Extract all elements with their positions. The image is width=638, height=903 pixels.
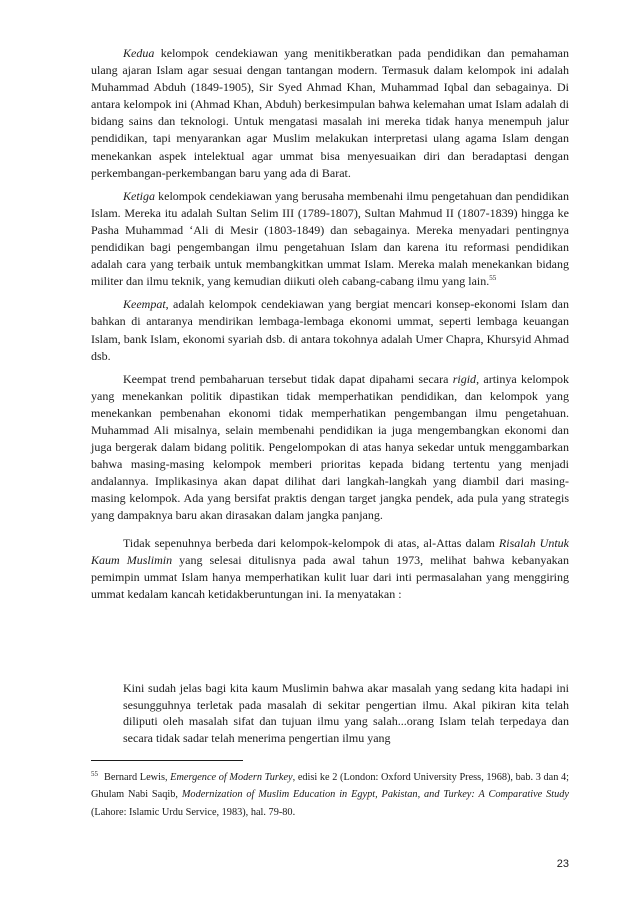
block-quote: Kini sudah jelas bagi kita kaum Muslimin bahwa akar masalah yang sedang kita hadapi ini sesungguhnya terletak pada masalah di sekitar pengertian ilmu. Akal pikiran kita telah diliputi oleh masalah sifat dan tujuan ilmu yang salah...orang Islam telah terpedaya dan secara tidak sadar telah menerima pengertian ilmu yang [123, 681, 569, 745]
paragraph-text: kelompok cendekiawan yang berusaha membenahi ilmu pengetahuan dan pendidikan Islam. Mereka itu adalah Sultan Selim III (1789-1807), Sultan Mahmud II (1807-1839) hingga ke Pasha Muhammad ‘Ali di Mesir (1803-1849) dan sebagainya. Mereka menyadari pentingnya pendidikan bagi pengembangan ilmu pengetahuan Islam dan karena itu reformasi pendidikan adalah cara yang terbaik untuk membangkitkan ummat Islam. Mereka malah menekankan bidang militer dan ilmu teknik, yang kemudian diikuti oleh cabang-cabang ilmu yang lain. [91, 188, 569, 289]
paragraph-text: , adalah kelompok cendekiawan yang bergiat mencari konsep-ekonomi Islam dan bahkan di antaranya mendirikan lembaga-lembaga ekonomi ummat, seperti lembaga keuangan Islam, bank Islam, ekonomi syariah dsb. di antara tokohnya adalah Umer Chapra, Khursyid Ahmad dsb. [91, 297, 569, 363]
footnote [91, 769, 569, 821]
paragraph-trend [91, 371, 569, 525]
paragraph-lead: Kedua [123, 46, 155, 60]
footnote-divider [91, 760, 243, 761]
emphasis-text: rigid [452, 371, 477, 386]
paragraph-text: , artinya kelompok yang menekankan politik dipastikan tidak memperhatikan pendidikan, dan kelompok yang menekankan pembenahan ekonomi tidak memperhatikan pengembangan ilmu pengetahuan. Muhammad Ali misalnya, selain membenahi pendidikan ia juga mengembangkan ekonomi dan juga bergerak dalam bidang politik. Pengelompokan di atas hanya sekedar untuk menggambarkan bahwa masing-masing kelompok memberi prioritas kepada bidang tertentu yang menjadi andalannya. Implikasinya akan dapat dilihat dari langkah-langkah yang diambil dari masing-masing kelompok. Ada yang bersifat praktis dengan target jangka pendek, ada pula yang strategis yang dampaknya baru akan dirasakan dalam jangka panjang. [91, 371, 570, 523]
footnote-text: (Lahore: Islamic Urdu Service, 1983), hal. 79-80. [91, 806, 296, 818]
book-title: Risalah Untuk Kaum Muslimin [91, 535, 569, 567]
footnote-reference[interactable]: 55 [489, 274, 497, 283]
paragraph-al-attas [91, 535, 569, 603]
paragraph-lead: Keempat [123, 297, 166, 312]
paragraph-text: kelompok cendekiawan yang menitikberatkan pada pendidikan dan pemahaman ulang ajaran Islam agar sesuai dengan tantangan modern. Termasuk dalam kelompok ini adalah Muhammad Abduh (1849-1905), Sir Syed Ahmad Khan, Muhammad Iqbal dan sebagainya. Di antara kelompok ini (Ahmad Khan, Abduh) berkesimpulan bahwa kelemahan umat Islam adalah di bidang sains dan teknologi. Untuk mengatasi masalah ini mereka tidak hanya menempuh jalur pendidikan, tapi menyarankan agar Muslim melakukan interpretasi ulang agama Islam dengan menekankan aspek intelektual agar ummat bisa menyesuaikan diri dan beradaptasi dengan perkembangan-perkembangan baru yang ada di Barat. [91, 46, 569, 180]
book-title: Emergence of Modern Turkey [170, 772, 293, 783]
page-number: 23 [556, 858, 569, 870]
footnote-text: , edisi ke 2 (London: Oxford University Press, 1968), bab. 3 dan 4; Ghulam Nabi Saqib, [91, 772, 569, 801]
book-title: Modernization of Muslim Education in Egypt, Pakistan, and Turkey: A Comparative Study [181, 789, 569, 801]
paragraph-text: yang selesai ditulisnya pada awal tahun 1973, melihat bahwa kebanyakan pemimpin ummat Islam hanya memperhatikan kulit luar dari inti permasalahan yang menggiring ummat kedalam kancah ketidakberuntungan ini. Ia menyatakan : [91, 552, 569, 601]
paragraph-text: Keempat trend pembaharuan tersebut tidak dapat dipahami secara [123, 371, 453, 386]
paragraph-text: Tidak sepenuhnya berbeda dari kelompok-kelompok di atas, al-Attas dalam [123, 535, 499, 550]
footnote-number: 55 [91, 769, 98, 778]
footnote-text: Bernard Lewis, [104, 772, 171, 783]
paragraph-kedua [91, 45, 569, 182]
paragraph-keempat [91, 296, 569, 364]
body-text [91, 45, 569, 609]
paragraph-ketiga [91, 188, 569, 291]
paragraph-lead: Ketiga [123, 188, 155, 203]
